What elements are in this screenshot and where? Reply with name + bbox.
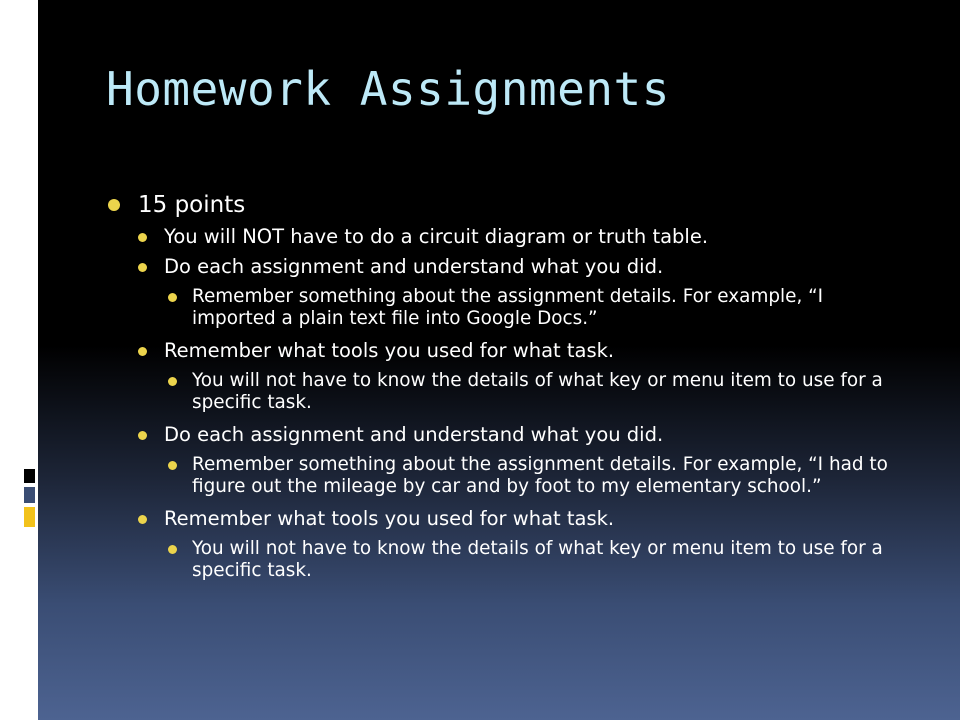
list-item xyxy=(108,338,898,364)
list-item-text: Remember what tools you used for what task. xyxy=(164,507,615,530)
decorative-bar-dark xyxy=(24,469,35,483)
list-subitem-text: Remember something about the assignment details. For example, “I had to figure out the mileage by car and by foot to my elementary school.” xyxy=(192,454,888,497)
heading-bullet xyxy=(108,190,898,220)
heading-bullet-text: 15 points xyxy=(138,192,246,218)
bullet-icon xyxy=(168,377,177,386)
list-item xyxy=(108,506,898,532)
bullet-icon xyxy=(108,199,120,211)
list-subitem xyxy=(108,538,898,582)
bullet-icon xyxy=(168,545,177,554)
bullet-icon xyxy=(168,293,177,302)
bullet-icon xyxy=(138,431,147,440)
list-subitem xyxy=(108,370,898,414)
list-subitem-text: You will not have to know the details of what key or menu item to use for a specific task. xyxy=(192,370,883,413)
list-item-text: Remember what tools you used for what task. xyxy=(164,339,615,362)
left-decorative-band xyxy=(0,0,38,720)
list-item xyxy=(108,224,898,250)
list-item xyxy=(108,254,898,280)
decorative-bar-blue xyxy=(24,487,35,503)
list-item xyxy=(108,422,898,448)
list-subitem xyxy=(108,286,898,330)
bullet-icon xyxy=(138,263,147,272)
list-subitem-text: Remember something about the assignment details. For example, “I imported a plain text file into Google Docs.” xyxy=(192,286,824,329)
bullet-icon xyxy=(168,461,177,470)
list-item-text: Do each assignment and understand what you did. xyxy=(164,423,664,446)
list-subitem-text: You will not have to know the details of what key or menu item to use for a specific task. xyxy=(192,538,883,581)
bullet-icon xyxy=(138,347,147,356)
decorative-bar-yellow xyxy=(24,507,35,527)
list-subitem xyxy=(108,454,898,498)
list-item-text: You will NOT have to do a circuit diagram or truth table. xyxy=(164,225,709,248)
slide-title: Homework Assignments xyxy=(106,62,670,116)
bullet-icon xyxy=(138,233,147,242)
bullet-icon xyxy=(138,515,147,524)
slide-body xyxy=(108,190,898,590)
list-item-text: Do each assignment and understand what you did. xyxy=(164,255,664,278)
